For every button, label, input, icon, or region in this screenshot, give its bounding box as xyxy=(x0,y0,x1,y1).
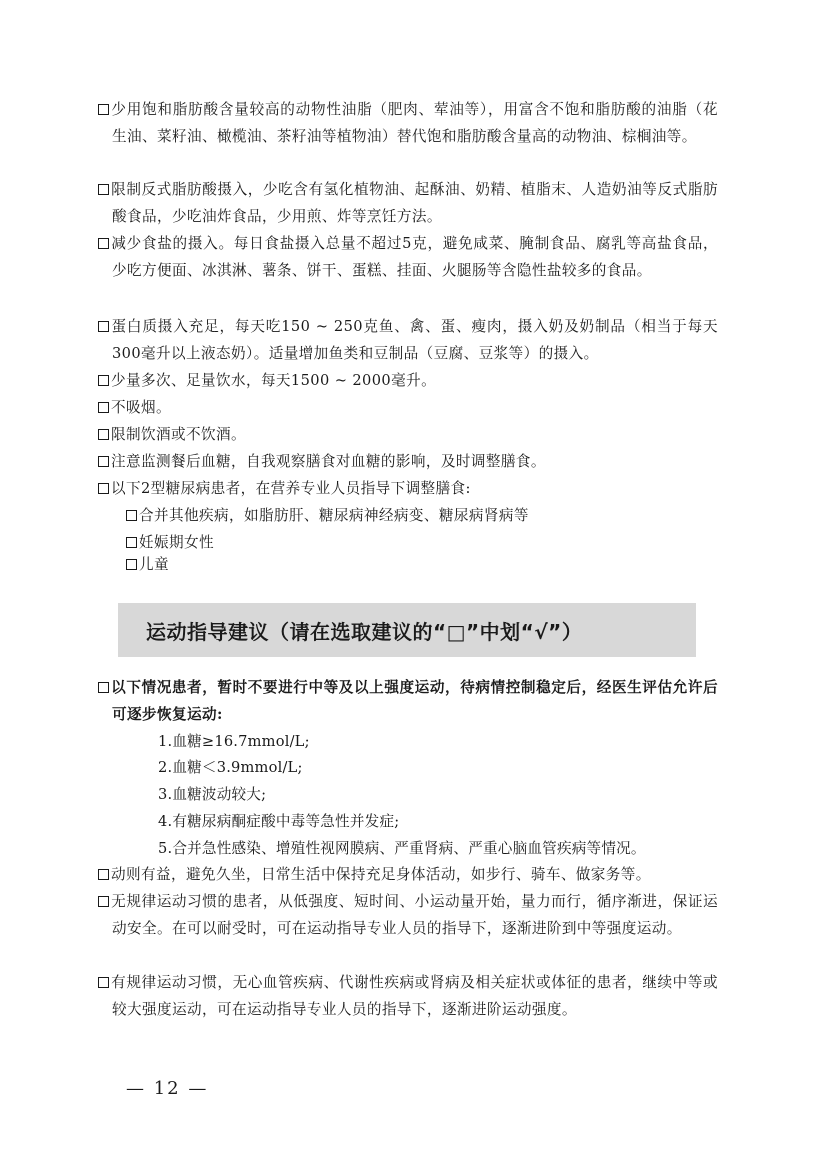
checkbox-icon[interactable] xyxy=(98,184,109,195)
exercise-section-banner xyxy=(118,603,696,657)
checkbox-icon[interactable] xyxy=(98,977,109,988)
checkbox-icon[interactable] xyxy=(98,104,109,115)
checkbox-icon[interactable] xyxy=(98,402,109,413)
diet-sub-item-children[interactable]: 儿童 xyxy=(126,552,686,579)
diet-sub-item-comorbidity[interactable]: 合并其他疾病，如脂肪肝、糖尿病神经病变、糖尿病肾病等 xyxy=(126,503,686,530)
checkbox-icon[interactable] xyxy=(126,510,137,521)
checkbox-icon[interactable] xyxy=(98,483,109,494)
diet-item-saturated-fat[interactable]: 少用饱和脂肪酸含量较高的动物性油脂（肥肉、荤油等），用富含不饱和脂肪酸的油脂（花生油、菜籽油、橄榄油、茶籽油等植物油）替代饱和脂肪酸含量高的动物油、棕榈油等。 xyxy=(98,97,718,150)
exercise-item-restrictions[interactable]: 以下情况患者，暂时不要进行中等及以上强度运动，待病情控制稳定后，经医生评估允许后可逐步恢复运动: xyxy=(98,675,718,728)
diet-item-water[interactable]: 少量多次、足量饮水，每天1500 ~ 2000毫升。 xyxy=(98,368,718,395)
checkbox-icon[interactable] xyxy=(98,375,109,386)
exercise-item-regular[interactable]: 有规律运动习惯，无心血管疾病、代谢性疾病或肾病及相关症状或体征的患者，继续中等或较大强度运动，可在运动指导专业人员的指导下，逐渐进阶运动强度。 xyxy=(98,970,718,1023)
diet-item-type2-guidance[interactable]: 以下2型糖尿病患者，在营养专业人员指导下调整膳食: xyxy=(98,476,718,503)
checkbox-icon[interactable] xyxy=(98,456,109,467)
exercise-item-active[interactable]: 动则有益，避免久坐，日常生活中保持充足身体活动，如步行、骑车、做家务等。 xyxy=(98,862,718,889)
diet-item-salt[interactable]: 减少食盐的摄入。每日食盐摄入总量不超过5克，避免咸菜、腌制食品、腐乳等高盐食品，少吃方便面、冰淇淋、薯条、饼干、蛋糕、挂面、火腿肠等含隐性盐较多的食品。 xyxy=(98,231,718,284)
page-number: — 12 — xyxy=(126,1078,209,1099)
checkbox-icon[interactable] xyxy=(98,682,109,693)
checkbox-icon[interactable] xyxy=(98,429,109,440)
condition-item: 2.血糖＜3.9mmol/L; xyxy=(158,759,303,776)
checkbox-icon[interactable] xyxy=(98,896,109,907)
diet-item-trans-fat[interactable]: 限制反式脂肪酸摄入，少吃含有氢化植物油、起酥油、奶精、植脂末、人造奶油等反式脂肪酸食品，少吃油炸食品，少用煎、炸等烹饪方法。 xyxy=(98,177,718,230)
condition-item: 1.血糖≥16.7mmol/L; xyxy=(158,733,310,750)
checkbox-icon[interactable] xyxy=(98,321,109,332)
condition-item: 3.血糖波动较大; xyxy=(158,786,267,803)
checkbox-icon[interactable] xyxy=(126,559,137,570)
diet-item-protein[interactable]: 蛋白质摄入充足，每天吃150 ~ 250克鱼、禽、蛋、瘦肉，摄入奶及奶制品（相当于每天300毫升以上液态奶）。适量增加鱼类和豆制品（豆腐、豆浆等）的摄入。 xyxy=(98,314,718,367)
exercise-item-beginner[interactable]: 无规律运动习惯的患者，从低强度、短时间、小运动量开始，量力而行，循序渐进，保证运动安全。在可以耐受时，可在运动指导专业人员的指导下，逐渐进阶到中等强度运动。 xyxy=(98,889,718,942)
checkbox-icon[interactable] xyxy=(98,869,109,880)
diet-sub-item-pregnancy[interactable]: 妊娠期女性 xyxy=(126,530,686,557)
checkbox-icon[interactable] xyxy=(98,238,109,249)
diet-item-alcohol[interactable]: 限制饮酒或不饮酒。 xyxy=(98,422,718,449)
condition-item: 4.有糖尿病酮症酸中毒等急性并发症; xyxy=(158,813,400,830)
condition-item: 5.合并急性感染、增殖性视网膜病、严重肾病、严重心脑血管疾病等情况。 xyxy=(158,840,646,857)
diet-item-monitor-glucose[interactable]: 注意监测餐后血糖，自我观察膳食对血糖的影响，及时调整膳食。 xyxy=(98,449,718,476)
exercise-section-title: 运动指导建议（请在选取建议的“□”中划“√”） xyxy=(146,620,583,644)
diet-item-no-smoking[interactable]: 不吸烟。 xyxy=(98,395,718,422)
checkbox-icon[interactable] xyxy=(126,537,137,548)
